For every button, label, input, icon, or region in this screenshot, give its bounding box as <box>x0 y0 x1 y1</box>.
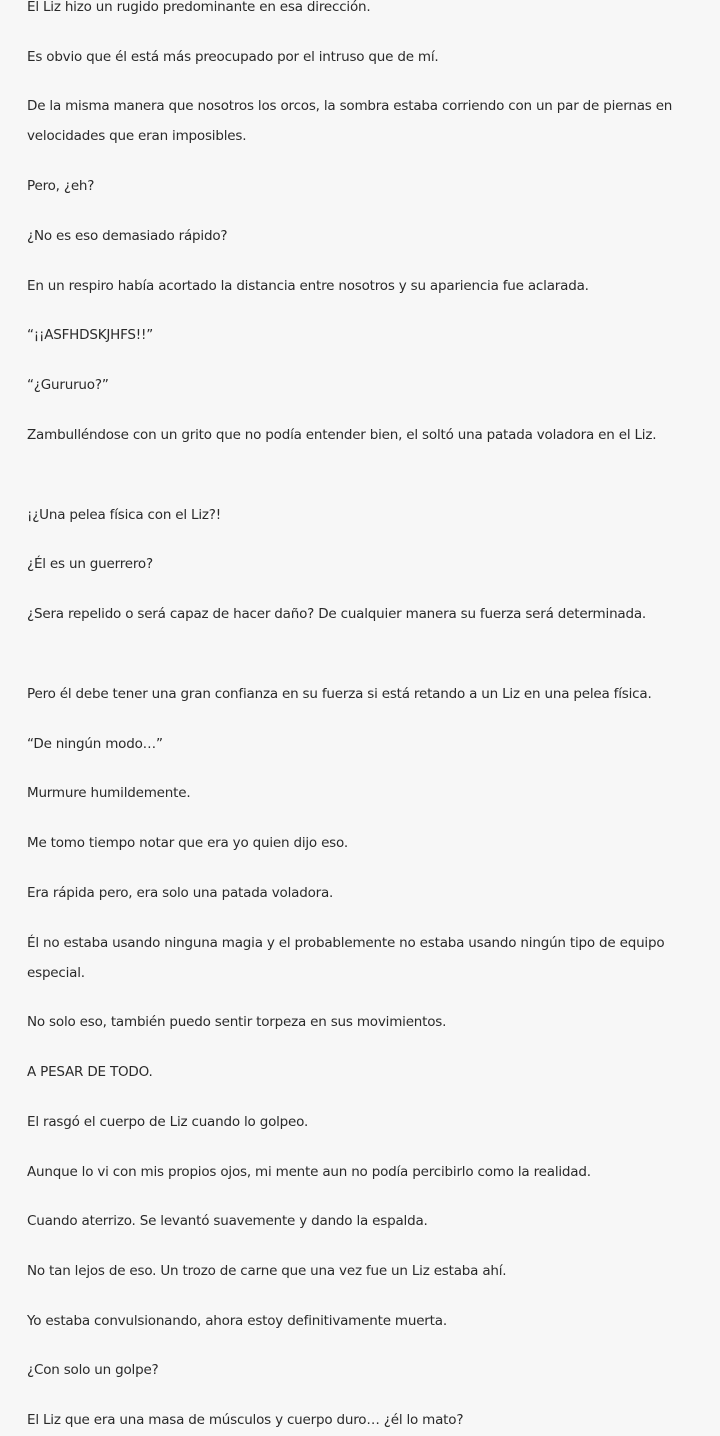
paragraph: ¡¿Una pelea física con el Liz?! <box>27 507 221 523</box>
paragraph: Cuando aterrizo. Se levantó suavemente y dando la espalda. <box>27 1213 428 1229</box>
paragraph: Me tomo tiempo notar que era yo quien dijo eso. <box>27 835 348 851</box>
paragraph: ¿Sera repelido o será capaz de hacer daño? De cualquier manera su fuerza será determinada. <box>27 606 647 622</box>
paragraph: No solo eso, también puedo sentir torpeza en sus movimientos. <box>27 1014 447 1030</box>
paragraph: Murmure humildemente. <box>27 785 191 801</box>
paragraph: “De ningún modo…” <box>27 736 163 752</box>
paragraph: De la misma manera que nosotros los orcos, la sombra estaba corriendo con un par de piernas en velocidades que eran imposibles. <box>27 98 673 144</box>
paragraph: “¿Gururuo?” <box>27 377 109 393</box>
paragraph: No tan lejos de eso. Un trozo de carne que una vez fue un Liz estaba ahí. <box>27 1263 507 1279</box>
paragraph: ¿Él es un guerrero? <box>27 556 153 572</box>
paragraph: Zambulléndose con un grito que no podía entender bien, el soltó una patada voladora en el Liz. <box>27 427 657 443</box>
paragraph: El rasgó el cuerpo de Liz cuando lo golpeo. <box>27 1114 309 1130</box>
paragraph: Es obvio que él está más preocupado por el intruso que de mí. <box>27 49 439 65</box>
paragraph: Pero, ¿eh? <box>27 178 95 194</box>
paragraph: El Liz hizo un rugido predominante en esa dirección. <box>27 0 371 15</box>
paragraph: ¿No es eso demasiado rápido? <box>27 228 228 244</box>
paragraph: Era rápida pero, era solo una patada voladora. <box>27 885 334 901</box>
paragraph: A PESAR DE TODO. <box>27 1064 153 1080</box>
paragraph: ¿Con solo un golpe? <box>27 1362 159 1378</box>
paragraph: Yo estaba convulsionando, ahora estoy definitivamente muerta. <box>27 1313 447 1329</box>
paragraph: El Liz que era una masa de músculos y cuerpo duro… ¿él lo mato? <box>27 1412 464 1428</box>
paragraph: En un respiro había acortado la distancia entre nosotros y su apariencia fue aclarada. <box>27 278 589 294</box>
paragraph: Aunque lo vi con mis propios ojos, mi mente aun no podía percibirlo como la realidad. <box>27 1164 591 1180</box>
paragraph: Pero él debe tener una gran confianza en su fuerza si está retando a un Liz en una pelea física. <box>27 686 652 702</box>
paragraph: Él no estaba usando ninguna magia y el probablemente no estaba usando ningún tipo de equipo especial. <box>27 935 665 981</box>
paragraph: “¡¡ASFHDSKJHFS!!” <box>27 327 154 343</box>
